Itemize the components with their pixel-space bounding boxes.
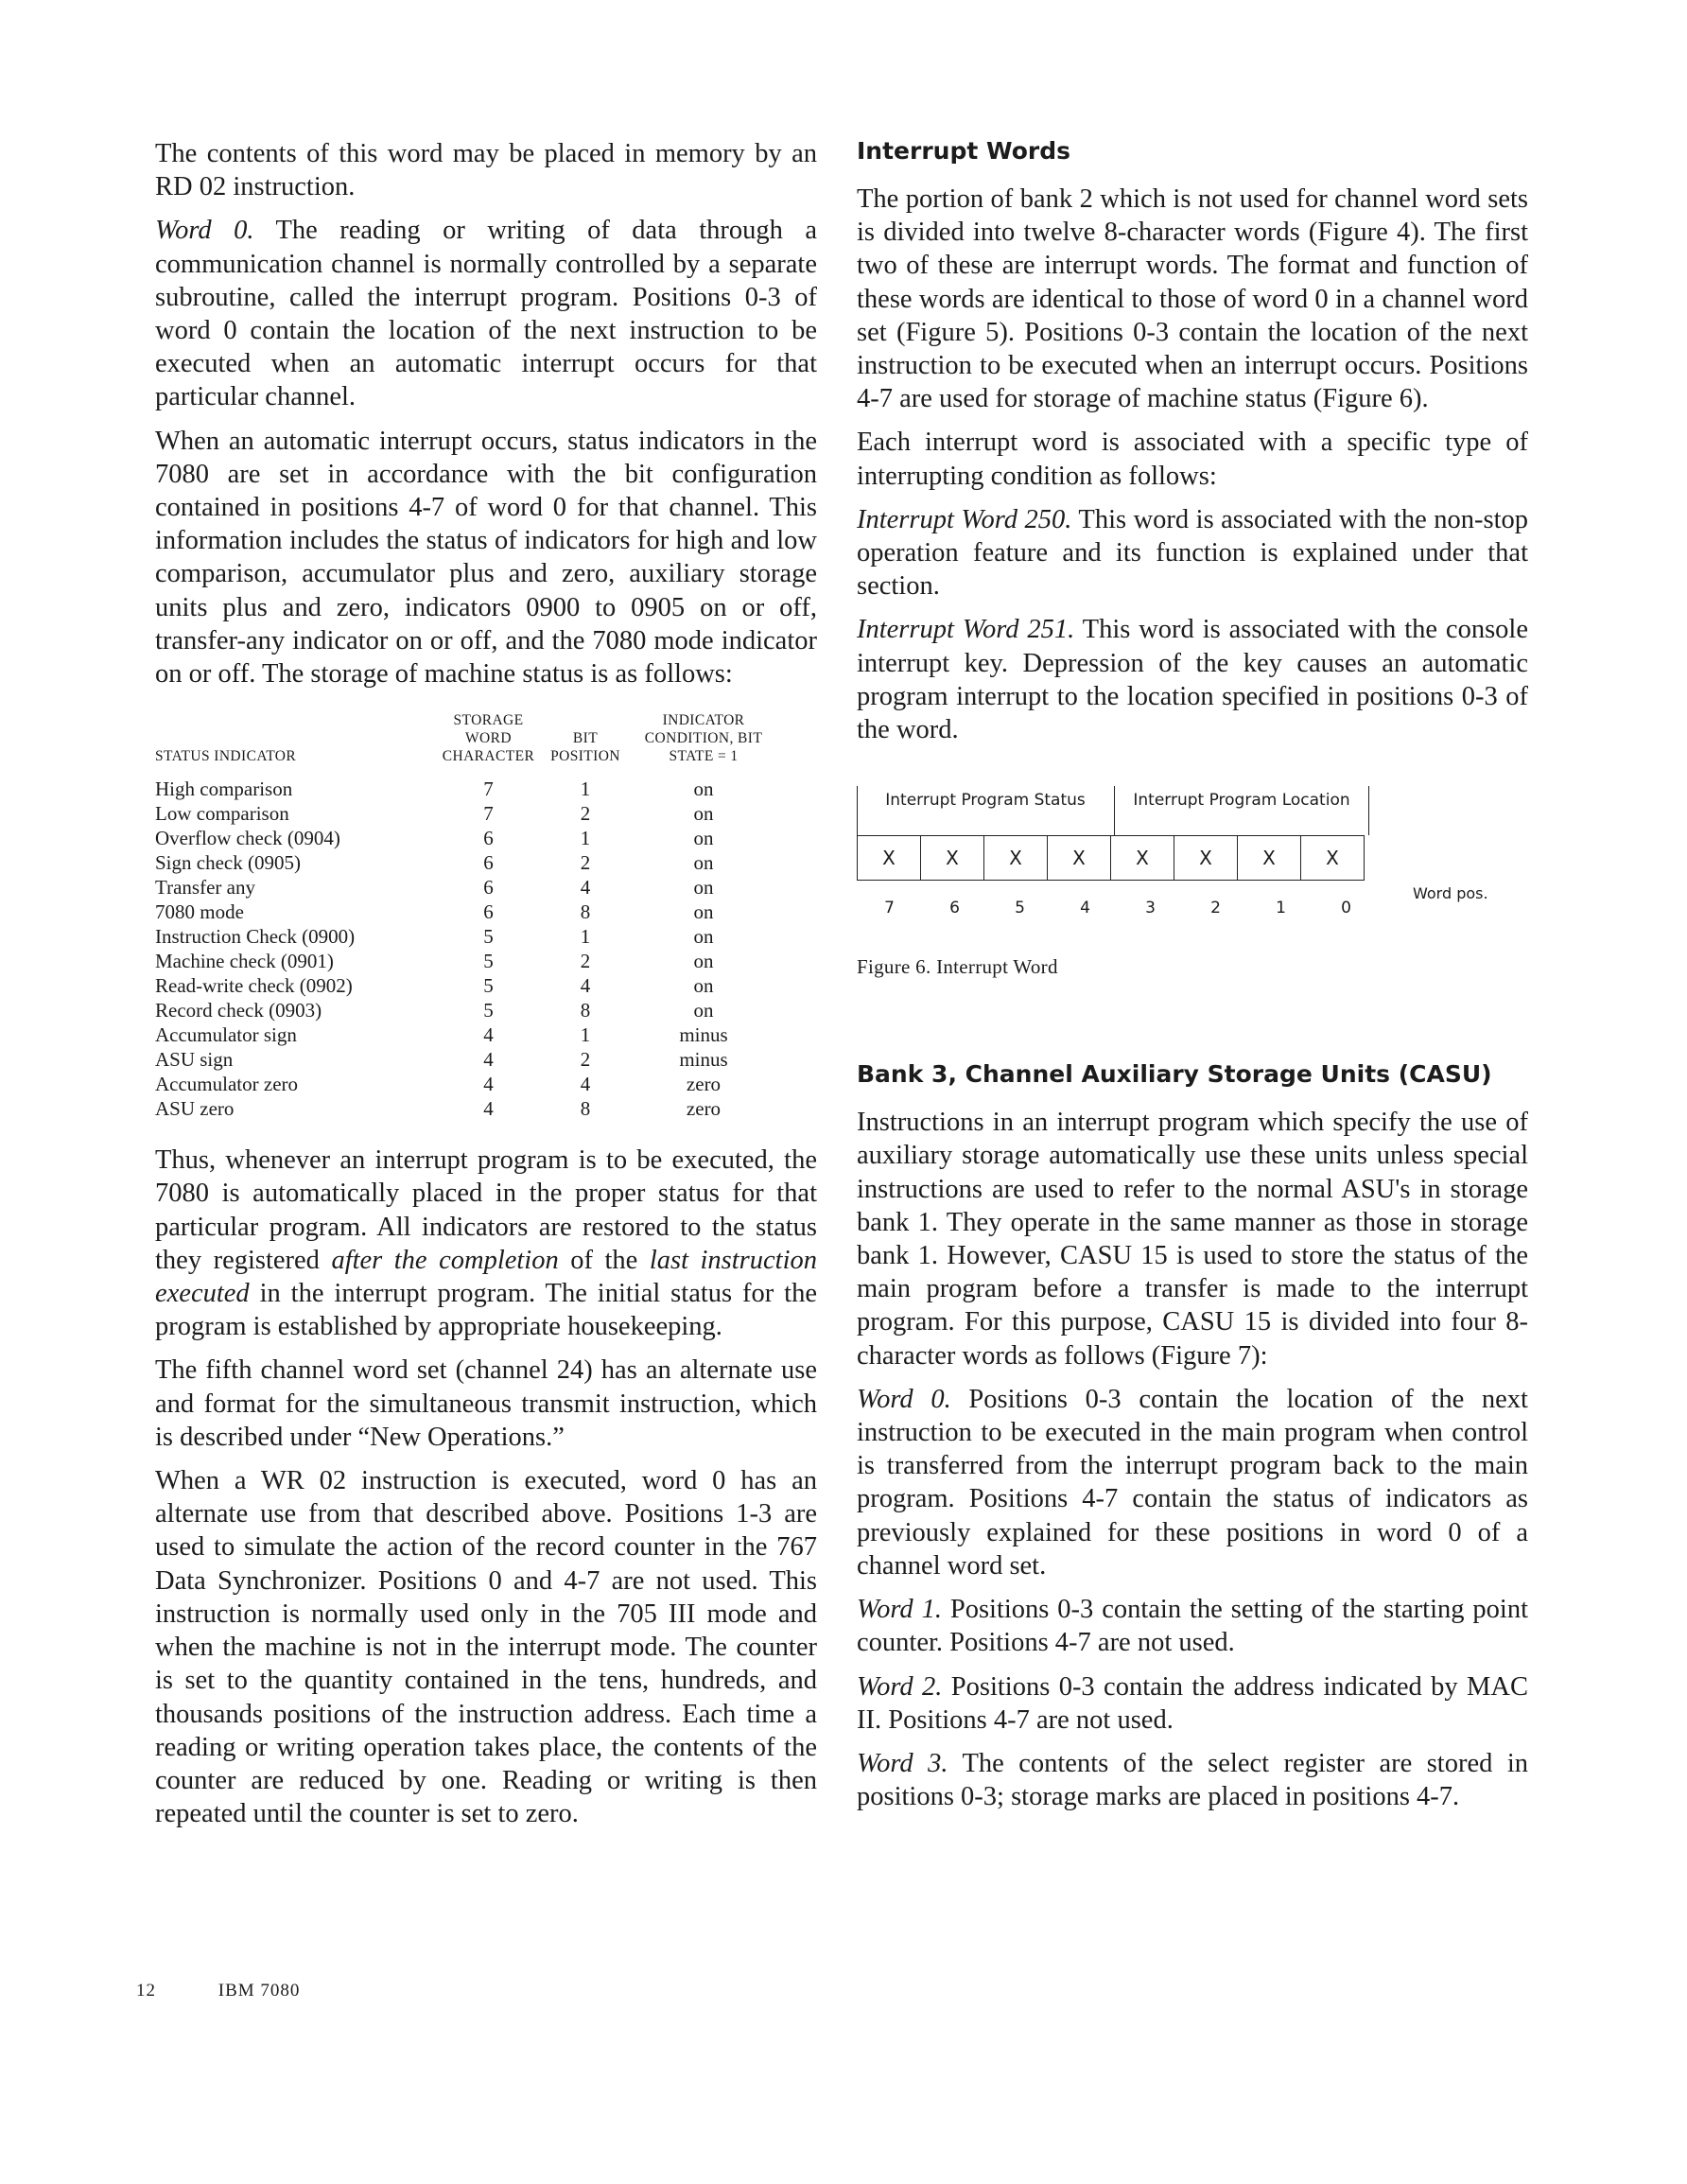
table-cell: on (693, 950, 714, 973)
paragraph (155, 1144, 817, 1343)
word-pos-label: Word pos. (1413, 884, 1488, 903)
paragraph: The contents of this word may be placed in memory by an RD 02 instruction. (155, 139, 817, 202)
table-cell: 2 (580, 950, 591, 973)
table-cell: on (693, 851, 714, 875)
position-box: X (1237, 836, 1300, 880)
paragraph (857, 1383, 1528, 1582)
table-cell: Accumulator sign (155, 1023, 297, 1047)
figure-caption: Figure 6. Interrupt Word (857, 955, 1058, 979)
table-cell: ASU zero (155, 1097, 235, 1121)
position-box: X (920, 836, 983, 880)
table-cell: 1 (580, 925, 591, 949)
program-status-label: Interrupt Program Status (885, 791, 1086, 811)
table-cell: 2 (580, 851, 591, 875)
section-heading: Bank 3, Channel Auxiliary Storage Units (CASU) (857, 1060, 1492, 1089)
column-header: STATUS INDICATOR (155, 748, 297, 765)
table-cell: Overflow check (0904) (155, 827, 340, 850)
paragraph (857, 1670, 1528, 1737)
table-cell: zero (686, 1097, 722, 1121)
table-cell: on (693, 778, 714, 801)
table-cell: 6 (483, 851, 494, 875)
paragraph: When an automatic interrupt occurs, status indicators in the 7080 are set in accordance with the bit configuration contained in positions 4-7 of word 0 for that channel. This information includes the status of indicators for high and low comparison, accumulator plus and zero, auxiliary storage units plus and zero, indicators 0900 to 0905 on or off, transfer-any indicator on or off, and the 7080 mode indicator on or off. The storage of machine status is as follows: (155, 426, 817, 690)
table-cell: High comparison (155, 778, 293, 801)
table-row (155, 998, 779, 1022)
paragraph-text: Positions 0-3 contain the address indicated by MAC II. Positions 4-7 are not used. (857, 1671, 1528, 1735)
table-cell: 6 (483, 827, 494, 850)
column-header: INDICATOR CONDITION, BIT STATE = 1 (644, 712, 763, 765)
table-cell: on (693, 876, 714, 900)
table-cell: 5 (483, 999, 494, 1022)
paragraph: When a WR 02 instruction is executed, word 0 has an alternate use from that described above. Positions 1-3 are used to simulate the action of the record counter in the 767 Data Synchronizer. Positions 0 and 4-7 are not used. This instruction is normally used only in the 705 III mode and when the machine is not in the interrupt mode. The counter is set to the quantity contained in the tens, hundreds, and thousands positions of the instruction address. Each time a reading or writing operation takes place, the contents of the counter are reduced by one. Reading or writing is then repeated until the counter is set to zero. (155, 1466, 817, 1829)
paragraph-text: in the interrupt program. The initial status for the program is established by appropriate housekeeping. (155, 1279, 817, 1342)
table-cell: 5 (483, 974, 494, 998)
table-cell: 4 (483, 1097, 494, 1121)
position-number: 3 (1145, 899, 1156, 918)
table-cell: 1 (580, 827, 591, 850)
paragraph (857, 1593, 1528, 1659)
right-column (857, 137, 1528, 1813)
paragraph (857, 503, 1528, 603)
table-cell: 2 (580, 802, 591, 826)
interrupt-word-figure (857, 786, 1538, 947)
table-cell: 4 (483, 1048, 494, 1072)
run-in-heading: Interrupt Word 251. (857, 615, 1075, 645)
paragraph (857, 613, 1528, 746)
table-cell: 8 (580, 999, 591, 1022)
table-cell: 2 (580, 1048, 591, 1072)
table-cell: Record check (0903) (155, 999, 322, 1022)
position-number: 5 (1015, 899, 1025, 918)
table-row (155, 1072, 779, 1096)
table-cell: minus (679, 1048, 728, 1072)
position-number: 6 (949, 899, 960, 918)
column-header: BIT POSITION (550, 730, 620, 765)
paragraph-text: Thus, whenever an interrupt program is to be executed, the 7080 is automatically placed in the proper status for that particular program. All indicators are restored to the status they registered (155, 1145, 817, 1275)
table-row (155, 1022, 779, 1047)
table-cell: 4 (580, 1073, 591, 1096)
table-cell: 1 (580, 1023, 591, 1047)
position-number: 7 (884, 899, 895, 918)
run-in-heading: Word 1. (857, 1595, 942, 1625)
column-header: STORAGE WORD CHARACTER (442, 712, 535, 765)
table-cell: 7 (483, 802, 494, 826)
table-cell: on (693, 925, 714, 949)
table-cell: on (693, 999, 714, 1022)
table-cell: 6 (483, 876, 494, 900)
footer-title: IBM 7080 (217, 1981, 301, 2001)
program-location-label: Interrupt Program Location (1133, 791, 1350, 811)
left-column (155, 137, 817, 1830)
table-cell: Accumulator zero (155, 1073, 299, 1096)
run-in-heading: Word 3. (857, 1748, 948, 1778)
paragraph: Each interrupt word is associated with a specific type of interrupting condition as follows: (857, 428, 1528, 491)
table-row (155, 973, 779, 998)
paragraph-text: Positions 0-3 contain the location of the next instruction to be executed in the main program when control is transferred from the interrupt program back to the main program. Positions 4-7 contain the status of indicators as previously explained for these positions in word 0 of a channel word set. (857, 1384, 1528, 1581)
run-in-heading: Interrupt Word 250. (857, 504, 1072, 534)
position-box: X (983, 836, 1047, 880)
table-cell: on (693, 974, 714, 998)
table-row (155, 924, 779, 949)
run-in-heading: Word 2. (857, 1671, 943, 1702)
table-cell: on (693, 802, 714, 826)
paragraph-text: of the (558, 1245, 650, 1275)
table-cell: Transfer any (155, 876, 255, 900)
table-header-row (155, 711, 779, 777)
table-cell: 4 (580, 974, 591, 998)
table-cell: Sign check (0905) (155, 851, 301, 875)
table-row (155, 949, 779, 973)
table-cell: 4 (483, 1073, 494, 1096)
table-cell: 5 (483, 950, 494, 973)
paragraph: Instructions in an interrupt program which specify the use of auxiliary storage automatically use these units unless special instructions are used to refer to the normal ASU's in storage bank 1. They operate in the same manner as those in storage bank 1. However, CASU 15 is used to store the status of the main program before a transfer is made to the interrupt program. For this purpose, CASU 15 is divided into four 8-character words as follows (Figure 7): (857, 1108, 1528, 1371)
table-row (155, 777, 779, 801)
section-heading: Interrupt Words (857, 137, 1070, 165)
figure-position-boxes (857, 835, 1365, 881)
position-box: X (1174, 836, 1237, 880)
emphasis: last instruction executed (155, 1245, 817, 1309)
table-row (155, 801, 779, 826)
table-row (155, 826, 779, 850)
position-number: 1 (1276, 899, 1286, 918)
table-cell: zero (686, 1073, 722, 1096)
paragraph-text: This word is associated with the non-stop operation feature and its function is explained under that section. (857, 504, 1528, 602)
position-number: 4 (1080, 899, 1090, 918)
table-cell: on (693, 827, 714, 850)
position-number: 0 (1341, 899, 1351, 918)
table-cell: 5 (483, 925, 494, 949)
table-row (155, 850, 779, 875)
page-number: 12 (136, 1981, 156, 2001)
table-cell: Instruction Check (0900) (155, 925, 356, 949)
table-row (155, 875, 779, 900)
table-cell: Read-write check (0902) (155, 974, 353, 998)
position-number: 2 (1210, 899, 1221, 918)
table-cell: Machine check (0901) (155, 950, 334, 973)
table-cell: on (693, 900, 714, 924)
page-footer (136, 1981, 300, 2001)
paragraph: The fifth channel word set (channel 24) has an alternate use and format for the simultaneous transmit instruction, which is described under “New Operations.” (155, 1355, 817, 1452)
position-box: X (1300, 836, 1364, 880)
paragraph-text: This word is associated with the console interrupt key. Depression of the key causes an automatic program interrupt to the location specified in positions 0-3 of the word. (857, 615, 1528, 745)
table-cell: 1 (580, 778, 591, 801)
table-cell: minus (679, 1023, 728, 1047)
figure-field-labels (857, 786, 1369, 835)
position-box: X (1110, 836, 1174, 880)
table-cell: 7080 mode (155, 900, 244, 924)
paragraph-text: The contents of the select register are stored in positions 0-3; storage marks are placed in positions 4-7. (857, 1748, 1528, 1812)
position-box: X (882, 847, 896, 870)
table-cell: 4 (483, 1023, 494, 1047)
paragraph: The portion of bank 2 which is not used for channel word sets is divided into twelve 8-character words (Figure 4). The first two of these are interrupt words. The format and function of these words are identical to those of word 0 in a channel word set (Figure 5). Positions 0-3 contain the location of the next instruction to be executed when an interrupt occurs. Positions 4-7 are used for storage of machine status (Figure 6). (857, 184, 1528, 414)
machine-status-table (155, 711, 779, 1121)
table-cell: 8 (580, 900, 591, 924)
table-cell: 6 (483, 900, 494, 924)
position-box: X (1047, 836, 1110, 880)
table-row (155, 1096, 779, 1121)
run-in-heading: Word 0. (857, 1384, 951, 1414)
table-cell: 8 (580, 1097, 591, 1121)
table-cell: Low comparison (155, 802, 289, 826)
table-cell: 7 (483, 778, 494, 801)
paragraph (155, 214, 817, 413)
paragraph-text: Positions 0-3 contain the setting of the starting point counter. Positions 4-7 are not used. (857, 1595, 1528, 1658)
paragraph-text: The reading or writing of data through a communication channel is normally controlled by a separate subroutine, called the interrupt program. Positions 0-3 of word 0 contain the location of the next instruction to be executed when an automatic interrupt occurs for that particular channel. (155, 216, 817, 412)
run-in-heading: Word 0. (155, 216, 254, 246)
table-row (155, 900, 779, 924)
table-cell: 4 (580, 876, 591, 900)
table-body (155, 777, 779, 1121)
figure-position-numbers (857, 892, 1379, 925)
table-cell: ASU sign (155, 1048, 234, 1072)
paragraph (857, 1747, 1528, 1813)
emphasis: after the completion (331, 1245, 559, 1275)
table-row (155, 1047, 779, 1072)
